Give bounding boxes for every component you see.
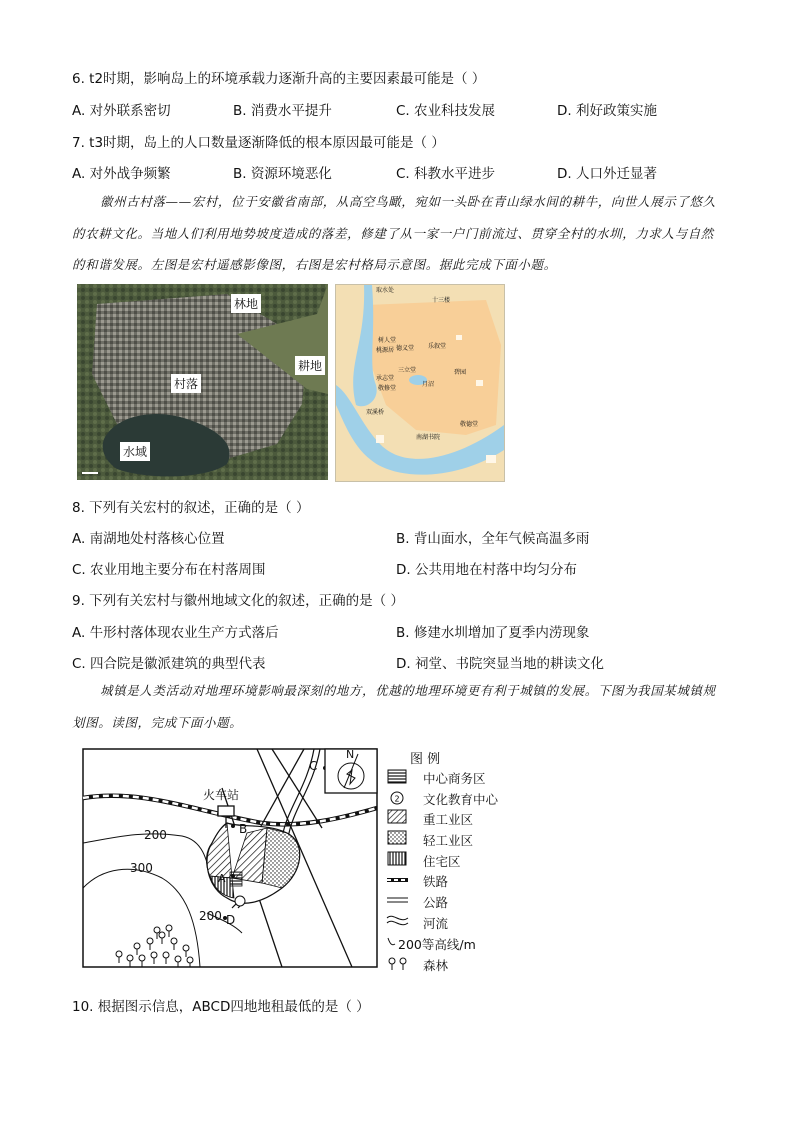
map-label-jingde-tang: 敬德堂 bbox=[460, 421, 479, 428]
map-label-jingxiu-tang: 敬修堂 bbox=[378, 385, 397, 392]
q9-option-d: D. 祠堂、书院突显当地的耕读文化 bbox=[396, 656, 604, 672]
label-village: 村落 bbox=[171, 374, 201, 393]
plan-label-point-d: D bbox=[226, 913, 236, 927]
town-plan-art bbox=[82, 748, 378, 968]
q9-stem: 9. 下列有关宏村与徽州地域文化的叙述，正确的是（ ） bbox=[72, 593, 404, 609]
q6-option-d: D. 利好政策实施 bbox=[557, 103, 657, 119]
label-forest: 林地 bbox=[231, 294, 261, 313]
compass-north-label: N bbox=[346, 748, 355, 761]
map-label-sanli-tang: 三立堂 bbox=[398, 367, 417, 374]
q9-option-a: A. 牛形村落体现农业生产方式落后 bbox=[72, 625, 279, 641]
q6-option-b: B. 消费水平提升 bbox=[233, 103, 332, 119]
passage-hongcun: 徽州古村落——宏村，位于安徽省南部，从高空鸟瞰，宛如一头卧在青山绿水间的耕牛，向世人展示了悠久的农耕文化。当地人们利用地势坡度造成的落差，修建了从一家一户门前流过、贯穿全村的水圳，力求人与自然的和谐发展。左图是宏村遥感影像图，右图是宏村格局示意图。据此完成下面小题。 bbox=[72, 194, 716, 272]
legend-railway: 铁路 bbox=[423, 874, 449, 889]
map-label-taoyuan-ju: 桃源居 bbox=[376, 347, 395, 354]
plan-label-point-b: B bbox=[239, 822, 248, 836]
plan-label-contour-300: 300 bbox=[130, 861, 153, 875]
legend-title: 图 例 bbox=[410, 752, 441, 767]
legend-education: 文化教育中心 bbox=[423, 792, 499, 807]
plan-label-station: 火车站 bbox=[203, 788, 240, 802]
legend-road: 公路 bbox=[423, 895, 449, 910]
q6-option-a: A. 对外联系密切 bbox=[72, 103, 171, 119]
label-water: 水域 bbox=[120, 442, 150, 461]
q8-option-b: B. 背山面水，全年气候高温多雨 bbox=[396, 531, 590, 547]
q7-option-a: A. 对外战争频繁 bbox=[72, 166, 171, 182]
legend-light-industry: 轻工业区 bbox=[423, 833, 474, 848]
q7-option-d: D. 人口外迁显著 bbox=[557, 166, 657, 182]
q8-option-a: A. 南湖地处村落核心位置 bbox=[72, 531, 225, 547]
passage-town: 城镇是人类活动对地理环境影响最深刻的地方，优越的地理环境更有利于城镇的发展。下图为我国某城镇规划图。读图，完成下面小题。 bbox=[72, 683, 716, 730]
map-label-nanhu-academy: 南湖书院 bbox=[416, 434, 441, 441]
plan-legend bbox=[386, 748, 526, 973]
plan-label-point-c: C bbox=[309, 759, 318, 773]
plan-label-point-a: A bbox=[218, 872, 226, 885]
svg-text:2: 2 bbox=[394, 794, 400, 804]
map-label-intake: 取水处 bbox=[376, 287, 395, 294]
q8-option-d: D. 公共用地在村落中均匀分布 bbox=[396, 562, 577, 578]
legend-forest: 森林 bbox=[423, 958, 449, 973]
legend-contour: 200等高线/m bbox=[398, 937, 476, 952]
village-layout-art bbox=[336, 285, 504, 481]
village-layout-map bbox=[335, 284, 505, 482]
map-label-deyi-tang: 德义堂 bbox=[396, 345, 415, 352]
q7-stem: 7. t3时期，岛上的人口数量逐渐降低的根本原因最可能是（ ） bbox=[72, 135, 445, 151]
q8-option-c: C. 农业用地主要分布在村落周围 bbox=[72, 562, 266, 578]
map-label-biyuan: 碧园 bbox=[454, 369, 467, 376]
satellite-image bbox=[77, 284, 328, 480]
q10-stem: 10. 根据图示信息，ABCD四地地租最低的是（ ） bbox=[72, 999, 370, 1015]
q9-option-c: C. 四合院是徽派建筑的典型代表 bbox=[72, 656, 266, 672]
map-label-shuangxi-bridge: 双溪桥 bbox=[366, 409, 385, 416]
q9-option-b: B. 修建水圳增加了夏季内涝现象 bbox=[396, 625, 590, 641]
map-label-yuezhao: 月沼 bbox=[422, 381, 435, 388]
legend-heavy-industry: 重工业区 bbox=[423, 812, 474, 827]
map-label-shisan-lou: 十三楼 bbox=[432, 297, 451, 304]
q6-option-c: C. 农业科技发展 bbox=[396, 103, 496, 119]
legend-river: 河流 bbox=[423, 916, 449, 931]
legend-cbd: 中心商务区 bbox=[423, 771, 486, 786]
q7-option-b: B. 资源环境恶化 bbox=[233, 166, 332, 182]
map-label-lexu-tang: 乐叙堂 bbox=[428, 343, 447, 350]
plan-label-contour-200a: 200 bbox=[144, 828, 167, 842]
map-label-chengzhi-tang: 承志堂 bbox=[376, 375, 395, 382]
plan-label-contour-200b: 200 bbox=[199, 909, 222, 923]
q8-stem: 8. 下列有关宏村的叙述，正确的是（ ） bbox=[72, 500, 310, 516]
map-label-shuren-tang: 树人堂 bbox=[378, 337, 397, 344]
town-plan-map bbox=[82, 748, 378, 968]
satellite-image-art bbox=[77, 284, 328, 480]
q7-option-c: C. 科教水平进步 bbox=[396, 166, 496, 182]
q6-stem: 6. t2时期，影响岛上的环境承载力逐渐升高的主要因素最可能是（ ） bbox=[72, 71, 486, 87]
legend-residential: 住宅区 bbox=[423, 854, 461, 869]
label-farmland: 耕地 bbox=[295, 356, 325, 375]
